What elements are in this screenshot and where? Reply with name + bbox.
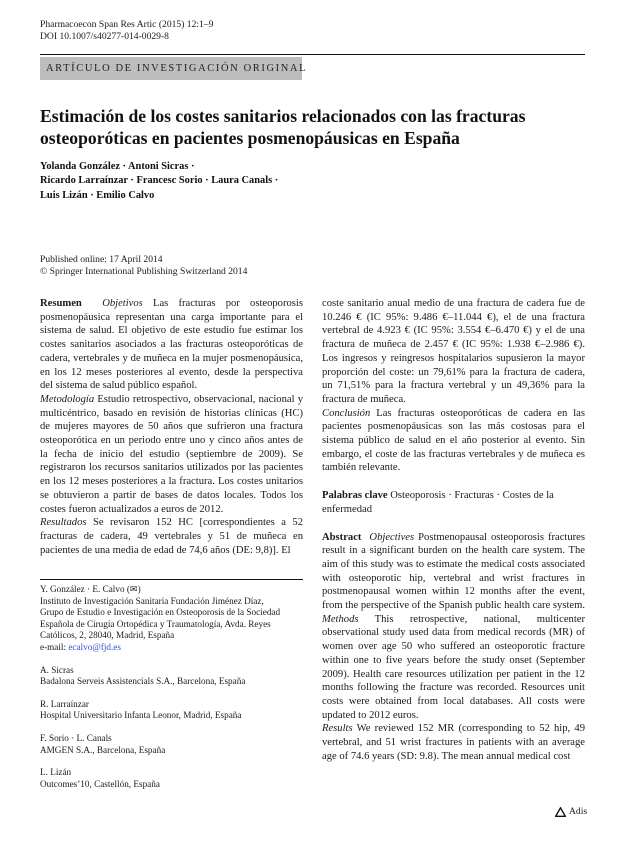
- journal-line: Pharmacoecon Span Res Artic (2015) 12:1–9: [40, 19, 214, 30]
- doi-line: DOI 10.1007/s40277-014-0029-8: [40, 31, 169, 42]
- resumen-left-column: [40, 297, 303, 557]
- footnote-rule: [40, 579, 303, 580]
- objetivos-label: Objetivos: [102, 298, 143, 309]
- affiliation-line: Outcomes’10, Castellón, España: [40, 778, 160, 789]
- abstract-heading: Abstract: [322, 531, 362, 543]
- right-column: [322, 297, 585, 764]
- conclusion-text: Las fracturas osteoporóticas de cadera en las pacientes posmenopáusicas son las más costosas para el sistema público de salud en el año posterior al evento. Sin embargo, el coste de las fracturas vertebrales y de muñeca es también relevante.: [322, 407, 585, 474]
- affiliation-4: [40, 733, 315, 756]
- affiliation-names: L. Lizán: [40, 767, 72, 778]
- affiliation-line: AMGEN S.A., Barcelona, España: [40, 744, 166, 755]
- article-title: [40, 105, 600, 149]
- email-label: e-mail:: [40, 641, 69, 652]
- section-type-band: ARTÍCULO DE INVESTIGACIÓN ORIGINAL: [40, 57, 302, 80]
- affiliation-1: [40, 584, 315, 654]
- published-date: Published online: 17 April 2014: [40, 254, 163, 265]
- resumen-conclusion: [322, 407, 585, 476]
- affiliations: [40, 584, 315, 801]
- authors-line-1: Yolanda González · Antoni Sicras ·: [40, 161, 195, 172]
- results-text: We reviewed 152 MR (corresponding to 52 hip, 49 vertebral, and 51 wrist fractures in patients with an average age of 74.6 years (SD: 9.8). The mean annual medical cost: [322, 723, 585, 762]
- resumen-resultados: [40, 516, 303, 557]
- resumen-heading: Resumen: [40, 298, 82, 309]
- objectives-label: Objectives: [369, 531, 415, 543]
- authors-line-3: Luis Lizán · Emilio Calvo: [40, 189, 155, 201]
- title-line-2: osteoporóticas en pacientes posmenopáusicas en España: [40, 128, 460, 148]
- resultados-text-left: Se revisaron 152 HC [correspondientes a 52 fracturas de cadera, 49 vertebrales y 51 de muñeca en pacientes de una media de edad de 74,6 años (DE: 9,8)]. El: [40, 517, 303, 556]
- affiliation-3: [40, 699, 315, 722]
- affiliation-names: A. Sicras: [40, 664, 74, 675]
- resumen-metodologia: [40, 393, 303, 516]
- author-list: [40, 160, 340, 203]
- email-link[interactable]: ecalvo@fjd.es: [68, 641, 121, 652]
- keywords-text: Osteoporosis · Fracturas · Costes de la enfermedad: [322, 490, 554, 515]
- keywords-label: Palabras clave: [322, 490, 388, 502]
- methods-label: Methods: [322, 613, 359, 625]
- adis-triangle-icon: [555, 807, 566, 817]
- affiliation-5: [40, 767, 315, 790]
- affiliation-names: F. Sorio · L. Canals: [40, 732, 112, 743]
- affiliation-2: [40, 665, 315, 688]
- affiliation-names: R. Larraínzar: [40, 698, 89, 709]
- methods-text: This retrospective, national, multicenter observational study used data from medical records (MR) of women over age 50 who suffered an osteoporotic fracture within one to five years before the study onset (September 2009). Health care resources utilization per patient in the 12 months following the fracture was recorded. Resources unit costs were obtained from local databases. All costs were updated to 2012 euros.: [322, 613, 585, 721]
- affiliation-line: Hospital Universitario Infanta Leonor, Madrid, España: [40, 710, 242, 721]
- resumen-objetivos: [40, 297, 303, 393]
- title-line-1: Estimación de los costes sanitarios relacionados con las fracturas: [40, 106, 526, 126]
- metodologia-label: Metodología: [40, 393, 95, 405]
- authors-line-2: Ricardo Larraínzar · Francesc Sorio · Laura Canals ·: [40, 175, 279, 187]
- publisher-logo: [555, 806, 587, 818]
- email-line: [40, 642, 315, 654]
- objectives-text: Postmenopausal osteoporosis fractures result in a significant burden on the health care system. The aim of this study was to estimate the medical costs associated with osteoporotic hip, vertebral and wrist fractures in postmenopausal women within 12 months after the event, from the perspective of the Spanish public health care system.: [322, 531, 586, 612]
- publisher-name: Adis: [569, 806, 588, 817]
- affiliation-line: Católicos, 2, 28040, Madrid, España: [40, 630, 175, 641]
- keywords: [322, 489, 585, 516]
- journal-citation: [40, 19, 213, 43]
- abstract-objectives: [322, 531, 585, 613]
- resultados-continued: coste sanitario anual medio de una fractura de cadera fue de 10.246 € (IC 95%: 9.486 €–11.044 €), el de una fractura vertebral de 4.923 € (IC 95%: 3.554 €–6.470 €) y el de una fractura de muñeca de 2.457 € (IC 95%: 1.938 €–2.986 €). Los ingresos y reingresos hospitalarios supusieron la mayor proporción del coste: un 79,61% para la fractura de cadera, un 71,51% para la fractura vertebral y un 49,36% para la fractura de muñeca.: [322, 298, 585, 405]
- affiliation-line: Instituto de Investigación Sanitaria Fundación Jiménez Díaz,: [40, 595, 264, 606]
- resultados-label: Resultados: [40, 517, 87, 529]
- affiliation-line: Badalona Serveis Assistencials S.A., Barcelona, España: [40, 676, 246, 687]
- header-rule: [40, 54, 585, 55]
- results-label: Results: [322, 723, 353, 735]
- abstract-methods: [322, 613, 585, 723]
- copyright-notice: © Springer International Publishing Switzerland 2014: [40, 265, 248, 277]
- objetivos-text: Las fracturas por osteoporosis posmenopáusica representan una carga importante para el sistema de salud. El objetivo de este estudio fue estimar los costes sanitarios asociados a las fracturas osteoporóticas de cadera, vertebrales y de muñeca en la mujer posmenopáusica, en los 12 meses posteriores al evento, desde la perspectiva del sistema de salud público español.: [40, 298, 303, 392]
- affiliation-line: Grupo de Estudio e Investigación en Osteoporosis de la Sociedad: [40, 607, 281, 618]
- abstract-results: [322, 722, 585, 763]
- affiliation-line: Española de Cirugía Ortopédica y Traumatología, Avda. Reyes: [40, 618, 271, 629]
- metodologia-text: Estudio retrospectivo, observacional, nacional y multicéntrico, basado en revisión de historias clínicas (HC) de mujeres mayores de 50 años que sufrieron una fractura osteoporótica en un periodo entre uno y cinco años antes de la fecha de inicio del estudio (septiembre de 2009). Se registraron los recursos sanitarios utilizados por las pacientes en los 12 meses posteriores a la fractura. Los costes unitarios se obtuvieron a partir de bases de datos locales. Todos los costes fueron actualizados a euros de 2012.: [40, 393, 303, 515]
- affiliation-names: Y. González · E. Calvo (✉): [40, 584, 141, 594]
- publication-info: [40, 254, 247, 278]
- conclusion-label: Conclusión: [322, 407, 371, 419]
